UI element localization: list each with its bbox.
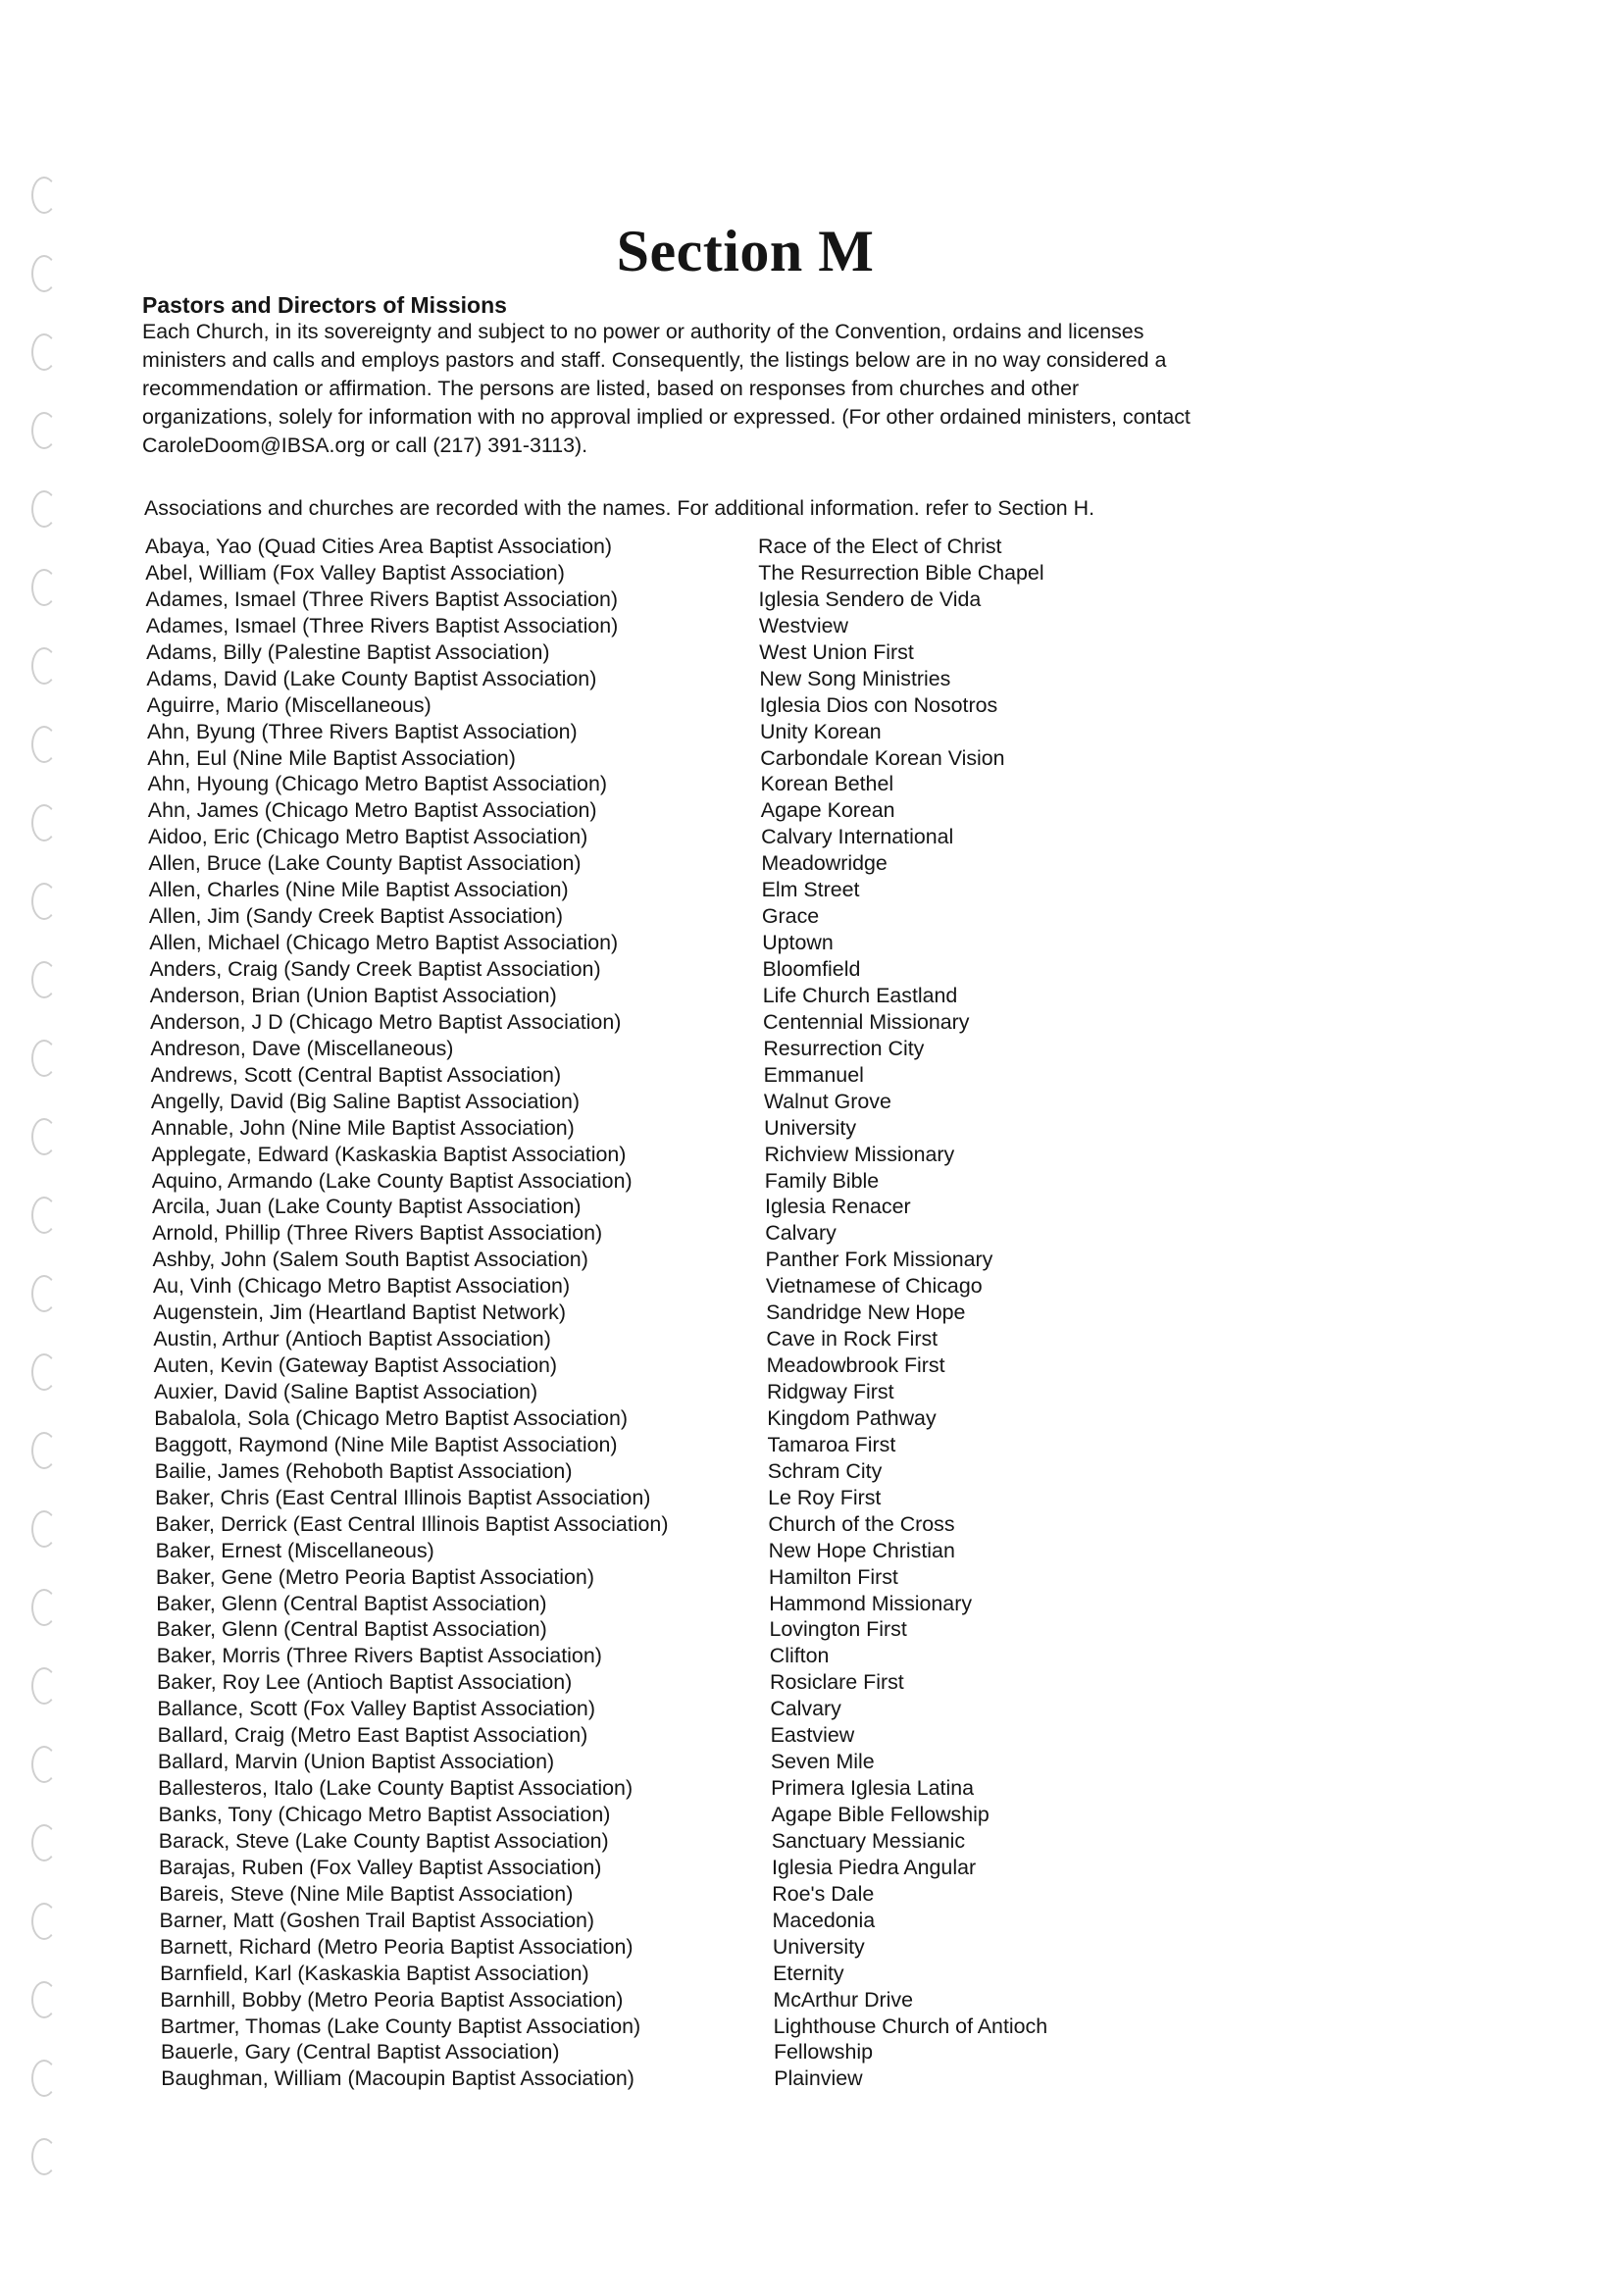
church-name: Fellowship [773, 2040, 874, 2065]
pastor-listing [145, 535, 1126, 2093]
listing-row [152, 1169, 1126, 1196]
section-title: Section M [616, 219, 875, 283]
listing-row [145, 561, 1126, 587]
pastor-name: Baker, Chris (East Central Illinois Baptist Association) [155, 1485, 651, 1509]
church-name: Carbondale Korean Vision [760, 745, 1005, 770]
listing-row [153, 1274, 1126, 1300]
church-name: Meadowbrook First [766, 1353, 945, 1378]
listing-row [150, 1010, 1126, 1037]
church-name: Elm Street [761, 878, 860, 902]
listing-row [156, 1539, 1126, 1565]
pastor-name: Barner, Matt (Goshen Trail Baptist Association) [159, 1908, 595, 1932]
listing-row [153, 1300, 1126, 1327]
listing-row [148, 772, 1126, 798]
pastor-name: Au, Vinh (Chicago Metro Baptist Association) [152, 1274, 571, 1299]
church-name: Family Bible [764, 1168, 880, 1193]
church-name: Clifton [769, 1644, 830, 1668]
pastor-name: Barack, Steve (Lake County Baptist Association) [158, 1828, 609, 1853]
pastor-name: Adames, Ismael (Three Rivers Baptist Association) [145, 613, 619, 637]
church-name: Calvary [770, 1697, 841, 1721]
pastor-name: Adams, Billy (Palestine Baptist Association) [146, 639, 550, 664]
church-name: Lovington First [769, 1617, 907, 1642]
pastor-name: Baker, Glenn (Central Baptist Association) [156, 1591, 547, 1615]
church-name: Calvary International [761, 825, 954, 849]
pastor-name: Ballard, Marvin (Union Baptist Association) [157, 1750, 555, 1774]
church-name: Walnut Grove [763, 1089, 891, 1113]
church-name: Seven Mile [770, 1750, 875, 1774]
church-name: Richview Missionary [764, 1142, 955, 1166]
listing-row [155, 1486, 1126, 1512]
listing-row [160, 1962, 1126, 1988]
pastor-name: Allen, Michael (Chicago Metro Baptist Association) [149, 931, 619, 955]
church-name: Agape Bible Fellowship [771, 1803, 990, 1826]
listing-row [155, 1433, 1126, 1459]
listing-row [159, 1856, 1126, 1882]
pastor-name: Adams, David (Lake County Baptist Association) [146, 666, 597, 690]
church-name: Tamaroa First [767, 1432, 896, 1456]
listing-row [156, 1617, 1126, 1644]
church-name: New Hope Christian [768, 1538, 955, 1562]
listing-row [151, 1143, 1126, 1169]
listing-row [158, 1776, 1126, 1803]
pastor-name: Applegate, Edward (Kaskaskia Baptist Association) [151, 1142, 627, 1166]
listing-row [154, 1406, 1126, 1433]
church-name: Emmanuel [763, 1062, 864, 1087]
pastor-name: Anders, Craig (Sandy Creek Baptist Association) [149, 957, 601, 981]
listing-row [145, 535, 1126, 561]
church-name: Meadowridge [761, 851, 888, 876]
listing-row [147, 720, 1126, 746]
listing-row [146, 614, 1126, 640]
church-name: Iglesia Piedra Angular [772, 1855, 977, 1879]
listing-row [148, 851, 1126, 878]
pastor-name: Ballance, Scott (Fox Valley Baptist Association) [157, 1697, 595, 1721]
church-name: Cave in Rock First [766, 1327, 939, 1351]
pastor-name: Baker, Glenn (Central Baptist Association) [156, 1617, 547, 1642]
church-name: The Resurrection Bible Chapel [758, 560, 1044, 585]
listing-row [146, 640, 1126, 667]
pastor-name: Bareis, Steve (Nine Mile Baptist Association) [159, 1881, 574, 1906]
listing-row [153, 1248, 1126, 1274]
listing-row [161, 2066, 1126, 2093]
listing-row [151, 1090, 1126, 1116]
church-name: McArthur Drive [773, 1987, 914, 2012]
pastor-name: Baughman, William (Macoupin Baptist Association) [161, 2066, 634, 2091]
listing-row [147, 693, 1126, 720]
pastor-name: Ahn, Eul (Nine Mile Baptist Association) [147, 745, 516, 770]
church-name: Church of the Cross [768, 1511, 955, 1536]
church-name: Plainview [774, 2066, 863, 2091]
church-name: University [772, 1934, 865, 1959]
pastor-name: Ballard, Craig (Metro East Baptist Association) [157, 1723, 588, 1748]
listing-row [146, 587, 1126, 614]
listing-row [158, 1750, 1126, 1776]
pastor-name: Bartmer, Thomas (Lake County Baptist Association) [160, 2014, 641, 2038]
listing-row [150, 984, 1126, 1010]
church-name: Iglesia Dios con Nosotros [759, 692, 998, 717]
church-name: Agape Korean [760, 798, 895, 823]
pastor-name: Baker, Derrick (East Central Illinois Baptist Association) [155, 1511, 669, 1536]
listing-row [152, 1221, 1126, 1248]
listing-row [153, 1327, 1126, 1353]
listing-row [161, 2040, 1126, 2066]
listing-row [149, 931, 1126, 957]
church-name: Kingdom Pathway [767, 1405, 937, 1430]
pastor-name: Aguirre, Mario (Miscellaneous) [146, 692, 431, 717]
listing-row [147, 746, 1126, 773]
pastor-name: Ahn, Byung (Three Rivers Baptist Association) [146, 719, 578, 743]
church-name: West Union First [759, 639, 914, 664]
listing-row [158, 1723, 1126, 1750]
church-name: Centennial Missionary [763, 1009, 970, 1034]
church-name: Life Church Eastland [762, 983, 958, 1007]
listing-row [157, 1644, 1126, 1670]
church-name: Hamilton First [768, 1564, 898, 1589]
pastor-name: Aquino, Armando (Lake County Baptist Association) [151, 1168, 633, 1193]
church-name: Primera Iglesia Latina [771, 1776, 975, 1801]
pastor-name: Arcila, Juan (Lake County Baptist Association) [152, 1195, 582, 1219]
pastor-name: Banks, Tony (Chicago Metro Baptist Association) [158, 1803, 611, 1826]
pastor-name: Baggott, Raymond (Nine Mile Baptist Association) [154, 1432, 618, 1456]
pastor-name: Abaya, Yao (Quad Cities Area Baptist Association) [145, 535, 613, 558]
pastor-name: Ahn, Hyoung (Chicago Metro Baptist Association) [147, 772, 607, 796]
listing-row [155, 1459, 1126, 1486]
listing-row [150, 1037, 1126, 1063]
listing-row [160, 1935, 1126, 1962]
listing-row [151, 1063, 1126, 1090]
church-name: Sandridge New Hope [766, 1300, 966, 1325]
church-name: Hammond Missionary [769, 1591, 973, 1615]
church-name: Unity Korean [759, 719, 882, 743]
church-name: Resurrection City [763, 1036, 925, 1060]
pastor-name: Barajas, Ruben (Fox Valley Baptist Association) [159, 1855, 602, 1879]
listing-row [149, 878, 1126, 904]
intro-paragraph: Each Church, in its sovereignty and subject to no power or authority of the Convention, ordains and licenses ministers and calls and employs pastors and staff. Consequently, the listings below are in no way considered a recommendation or affirmation. The persons are listed, based on responses from churches and other organizations, solely for information with no approval implied or expressed. (For other ordained ministers, contact CaroleDoom@IBSA.org or call (217) 391-3113). [142, 320, 1191, 457]
pastor-name: Bailie, James (Rehoboth Baptist Association) [154, 1458, 573, 1483]
church-name: Le Roy First [768, 1485, 882, 1509]
pastor-name: Ahn, James (Chicago Metro Baptist Association) [147, 798, 597, 823]
church-name: Macedonia [772, 1908, 876, 1932]
listing-row [157, 1670, 1126, 1697]
pastor-name: Ashby, John (Salem South Baptist Association) [152, 1248, 588, 1272]
pastor-name: Angelly, David (Big Saline Baptist Association) [150, 1089, 581, 1113]
pastor-name: Barnfield, Karl (Kaskaskia Baptist Association) [160, 1961, 589, 1985]
pastor-name: Baker, Roy Lee (Antioch Baptist Association) [157, 1670, 573, 1695]
listing-row [149, 957, 1126, 984]
church-name: Ridgway First [766, 1380, 894, 1403]
pastor-name: Arnold, Phillip (Three Rivers Baptist Association) [152, 1221, 603, 1246]
church-name: Calvary [765, 1221, 837, 1246]
pastor-name: Auten, Kevin (Gateway Baptist Association) [153, 1353, 558, 1378]
pastor-name: Baker, Morris (Three Rivers Baptist Association) [156, 1644, 602, 1668]
listing-row [159, 1829, 1126, 1856]
binder-holes [22, 147, 90, 2207]
listing-row [158, 1803, 1126, 1829]
pastor-name: Barnhill, Bobby (Metro Peoria Baptist Association) [160, 1987, 624, 2012]
pastor-name: Aidoo, Eric (Chicago Metro Baptist Association) [148, 825, 588, 849]
church-name: Korean Bethel [760, 772, 894, 796]
church-name: Grace [761, 904, 820, 929]
listing-row [160, 1988, 1126, 2014]
listing-row [151, 1116, 1126, 1143]
listing-row [154, 1353, 1126, 1380]
pastor-name: Adames, Ismael (Three Rivers Baptist Association) [145, 586, 619, 611]
pastor-name: Austin, Arthur (Antioch Baptist Association) [153, 1327, 551, 1351]
listing-row [154, 1380, 1126, 1406]
pastor-name: Allen, Charles (Nine Mile Baptist Association) [148, 878, 569, 902]
church-name: Iglesia Sendero de Vida [758, 586, 982, 611]
listing-row [152, 1195, 1126, 1221]
church-name: Westview [758, 613, 848, 637]
pastor-name: Andreson, Dave (Miscellaneous) [150, 1036, 454, 1060]
church-name: Race of the Elect of Christ [758, 535, 1002, 558]
section-heading: Pastors and Directors of Missions [142, 292, 507, 318]
church-name: Bloomfield [762, 957, 861, 981]
pastor-name: Annable, John (Nine Mile Baptist Association) [151, 1115, 575, 1140]
listing-row [159, 1882, 1126, 1909]
listing-row [157, 1697, 1126, 1723]
reference-note: Associations and churches are recorded with the names. For additional information. refer to Section H. [144, 496, 1095, 520]
pastor-name: Anderson, Brian (Union Baptist Association) [149, 983, 557, 1007]
church-name: Lighthouse Church of Antioch [773, 2014, 1048, 2038]
listing-row [148, 798, 1126, 825]
church-name: Sanctuary Messianic [771, 1828, 966, 1853]
church-name: New Song Ministries [759, 666, 951, 690]
church-name: Uptown [762, 931, 834, 955]
listing-row [160, 1909, 1126, 1935]
pastor-name: Auxier, David (Saline Baptist Association) [153, 1380, 538, 1403]
pastor-name: Baker, Ernest (Miscellaneous) [155, 1538, 434, 1562]
church-name: Schram City [767, 1458, 883, 1483]
listing-row [156, 1592, 1126, 1618]
pastor-name: Allen, Jim (Sandy Creek Baptist Association) [148, 904, 563, 929]
listing-row [146, 667, 1126, 693]
pastor-name: Abel, William (Fox Valley Baptist Association) [145, 560, 565, 585]
church-name: University [764, 1115, 857, 1140]
pastor-name: Baker, Gene (Metro Peoria Baptist Association) [155, 1564, 594, 1589]
listing-row [148, 825, 1126, 851]
church-name: Panther Fork Missionary [765, 1248, 993, 1272]
listing-row [156, 1565, 1126, 1592]
church-name: Rosiclare First [770, 1670, 904, 1695]
pastor-name: Babalola, Sola (Chicago Metro Baptist Association) [154, 1405, 628, 1430]
church-name: Vietnamese of Chicago [765, 1274, 983, 1299]
church-name: Roe's Dale [772, 1881, 875, 1906]
pastor-name: Anderson, J D (Chicago Metro Baptist Association) [150, 1009, 622, 1034]
church-name: Eternity [773, 1961, 844, 1985]
church-name: Eastview [770, 1723, 855, 1748]
listing-row [149, 904, 1126, 931]
pastor-name: Barnett, Richard (Metro Peoria Baptist Association) [159, 1934, 634, 1959]
pastor-name: Andrews, Scott (Central Baptist Association) [150, 1062, 562, 1087]
pastor-name: Augenstein, Jim (Heartland Baptist Network) [153, 1300, 566, 1325]
pastor-name: Ballesteros, Italo (Lake County Baptist Association) [158, 1776, 634, 1801]
pastor-name: Bauerle, Gary (Central Baptist Association) [160, 2040, 560, 2065]
listing-row [161, 2014, 1126, 2041]
listing-row [155, 1512, 1126, 1539]
pastor-name: Allen, Bruce (Lake County Baptist Association) [148, 851, 582, 876]
church-name: Iglesia Renacer [765, 1195, 911, 1219]
